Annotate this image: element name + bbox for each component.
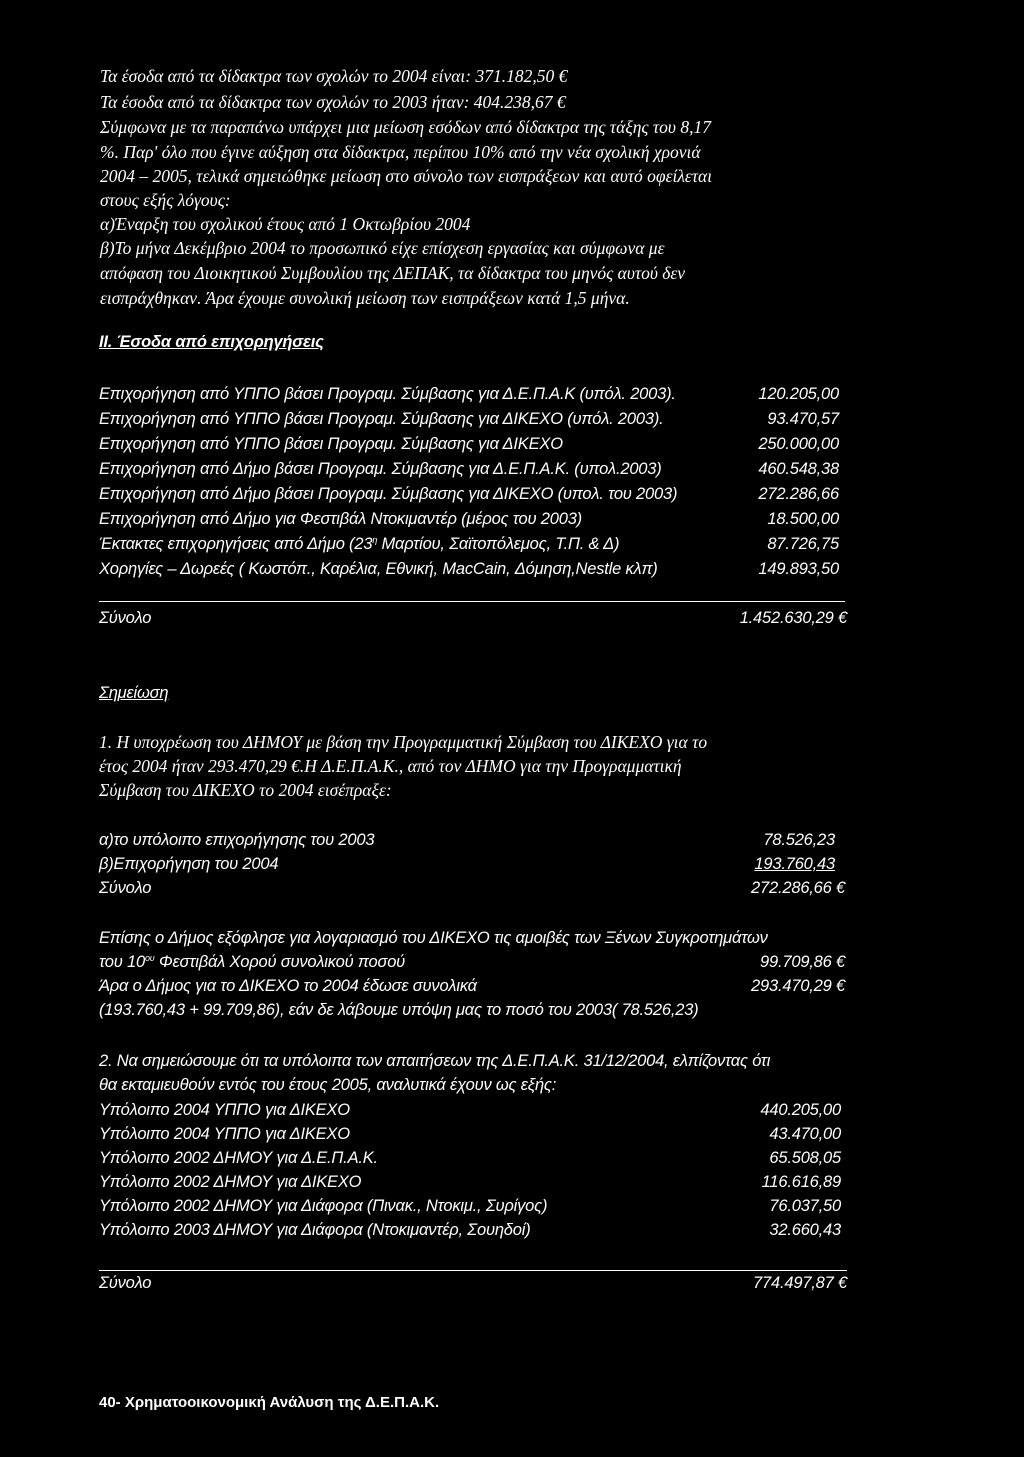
grant-row [99,486,839,503]
grants-total-amount: 1.452.630,29 € [739,609,847,627]
intro-line-4: %. Παρ' όλο που έγινε αύξηση στα δίδακτρα, περίπου 10% από την νέα σχολική χρονιά [100,142,701,162]
grant-amount: 18.500,00 [767,510,839,528]
note1-para-line-3: Άρα ο Δήμος για το ΔΙΚΕΧΟ το 2004 έδωσε συνολικά 293.470,29 € [99,977,845,995]
grant-label: Επιχορήγηση από Δήμο βάσει Προγραμ. Σύμβασης για Δ.Ε.Π.Α.Κ. (υπολ.2003) [99,460,662,478]
grant-amount: 250.000,00 [758,435,839,453]
grant-label: Επιχορήγηση από Δήμο για Φεστιβάλ Ντοκιμαντέρ (μέρος του 2003) [99,510,582,528]
section-heading: ΙΙ. Έσοδα από επιχορηγήσεις [99,333,324,351]
note2-row-label: Υπόλοιπο 2002 ΔΗΜΟΥ για Δ.Ε.Π.Α.Κ. [99,1149,378,1167]
intro-line-8: β)Το μήνα Δεκέμβριο 2004 το προσωπικό είχε επίσχεση εργασίας και σύμφωνα με [100,238,665,258]
grant-label: Χορηγίες – Δωρεές ( Κωστόπ., Καρέλια, Εθνική, MacCain, Δόμηση,Nestle κλπ) [99,560,658,578]
page-footer: 40- Χρηματοοικονομική Ανάλυση της Δ.Ε.Π.Α.Κ. [99,1394,440,1411]
note2-row-label: Υπόλοιπο 2003 ΔΗΜΟΥ για Διάφορα (Ντοκιμαντέρ, Σουηδοί) [99,1221,531,1239]
note2-row-label: Υπόλοιπο 2004 ΥΠΠΟ για ΔΙΚΕΧΟ [99,1125,350,1143]
note1-line-2: έτος 2004 ήταν 293.470,29 €.Η Δ.Ε.Π.Α.Κ., από τον ΔΗΜΟ για την Προγραμματική [99,756,682,776]
grant-row [99,561,839,578]
note1-para-amount: 293.470,29 € [751,977,845,995]
intro-line-5: 2004 – 2005, τελικά σημειώθηκε μείωση στο σύνολο των εισπράξεων και αυτό οφείλεται [100,166,713,186]
grant-row [99,511,839,528]
note1-row-label: β)Επιχορήγηση του 2004 [99,855,279,873]
intro-line-3: Σύμφωνα με τα παραπάνω υπάρχει μια μείωση εσόδων από δίδακτρα της τάξης του 8,17 [100,117,711,137]
note2-total-label: Σύνολο [99,1274,152,1292]
intro-line-7: α)Έναρξη του σχολικού έτους από 1 Οκτωβρίου 2004 [100,214,471,234]
grant-row [99,461,839,478]
note2-row-amount: 65.508,05 [769,1149,841,1167]
grant-label: Επιχορήγηση από ΥΠΠΟ βάσει Προγραμ. Σύμβασης για ΔΙΚΕΧΟ (υπόλ. 2003). [99,410,664,428]
grant-amount: 93.470,57 [767,410,839,428]
note2-total-amount: 774.497,87 € [753,1274,847,1292]
grants-total-label: Σύνολο [99,609,152,627]
note1-line-3: Σύμβαση του ΔΙΚΕΧΟ το 2004 εισέπραξε: [99,780,392,800]
note1-para-amount: 99.709,86 € [760,953,845,971]
grants-total-rule [99,601,845,602]
note2-row [99,1126,841,1143]
note2-row-amount: 440.205,00 [760,1101,841,1119]
note1-row-label: α)το υπόλοιπο επιχορήγησης του 2003 [99,831,375,849]
note2-row [99,1150,841,1167]
note2-total-rule [99,1270,847,1271]
intro-line-1: Τα έσοδα από τα δίδακτρα των σχολών το 2004 είναι: 371.182,50 € [100,66,568,86]
note2-total-row [99,1275,847,1292]
note1-total-row [99,880,845,897]
note1-total-label: Σύνολο [99,879,152,897]
grant-label: Έκτακτες επιχορηγήσεις από Δήμο ($23^\eta$ Μαρτίου, Σαϊτοπόλεμος, Τ.Π. & Δ) [99,535,620,553]
note2-row-amount: 43.470,00 [769,1125,841,1143]
note1-para-line-2: του $10^{o\upsilon}$ Φεστιβάλ Χορού συνολικού ποσού 99.709,86 € [99,953,845,971]
note1-para-line-4: (193.760,43 + 99.709,86), εάν δε λάβουμε υπόψη μας το ποσό του 2003( 78.526,23) [99,1001,699,1019]
grant-row [99,411,839,428]
note2-row [99,1198,841,1215]
intro-line-10: εισπράχθηκαν. Άρα έχουμε συνολική μείωση των εισπράξεων κατά 1,5 μήνα. [100,288,630,308]
grant-amount: 120.205,00 [758,385,839,403]
note1-total-amount: 272.286,66 € [751,879,845,897]
note1-row-amount: 78.526,23 [763,831,835,849]
intro-line-9: απόφαση του Διοικητικού Συμβουλίου της ΔΕΠΑΚ, τα δίδακτρα του μηνός αυτού δεν [100,263,686,283]
grant-row [99,436,839,453]
note1-row-amount: 193.760,43 [754,855,835,873]
note2-row-amount: 32.660,43 [769,1221,841,1239]
note1-para-line-1: Επίσης ο Δήμος εξόφλησε για λογαριασμό του ΔΙΚΕΧΟ τις αμοιβές των Ξένων Συγκροτημάτων [99,929,768,947]
grant-label: Επιχορήγηση από Δήμο βάσει Προγραμ. Σύμβασης για ΔΙΚΕΧΟ (υπολ. του 2003) [99,485,678,503]
grant-label: Επιχορήγηση από ΥΠΠΟ βάσει Προγραμ. Σύμβασης για Δ.Ε.Π.Α.Κ (υπόλ. 2003). [99,385,676,403]
note2-row-amount: 116.616,89 [761,1173,841,1191]
grant-amount: 272.286,66 [758,485,839,503]
note2-row [99,1174,841,1191]
note2-row-amount: 76.037,50 [769,1197,841,1215]
note-heading: Σημείωση [99,684,169,702]
note2-line-2: θα εκταμιευθούν εντός του έτους 2005, αναλυτικά έχουν ως εξής: [99,1076,557,1094]
grant-label: Επιχορήγηση από ΥΠΠΟ βάσει Προγραμ. Σύμβασης για ΔΙΚΕΧΟ [99,435,563,453]
note2-line-1: 2. Να σημειώσουμε ότι τα υπόλοιπα των απαιτήσεων της Δ.Ε.Π.Α.Κ. 31/12/2004, ελπίζοντας ότι [99,1052,771,1070]
note1-row [99,832,835,849]
note2-row-label: Υπόλοιπο 2004 ΥΠΠΟ για ΔΙΚΕΧΟ [99,1101,350,1119]
note1-row [99,856,835,873]
grant-amount: 460.548,38 [758,460,839,478]
grant-row [99,386,839,403]
note1-line-1: 1. Η υποχρέωση του ΔΗΜΟΥ με βάση την Προγραμματική Σύμβαση του ΔΙΚΕΧΟ για το [99,732,708,752]
grant-amount: 149.893,50 [758,560,839,578]
note2-row-label: Υπόλοιπο 2002 ΔΗΜΟΥ για Διάφορα (Πινακ., Ντοκιμ., Συρίγος) [99,1197,548,1215]
intro-line-2: Τα έσοδα από τα δίδακτρα των σχολών το 2003 ήταν: 404.238,67 € [100,92,566,112]
note2-row [99,1222,841,1239]
note2-row [99,1102,841,1119]
note2-row-label: Υπόλοιπο 2002 ΔΗΜΟΥ για ΔΙΚΕΧΟ [99,1173,362,1191]
intro-line-6: στους εξής λόγους: [100,190,231,210]
grant-row [99,536,839,553]
grants-total-row [99,610,847,627]
grant-amount: 87.726,75 [767,535,839,553]
